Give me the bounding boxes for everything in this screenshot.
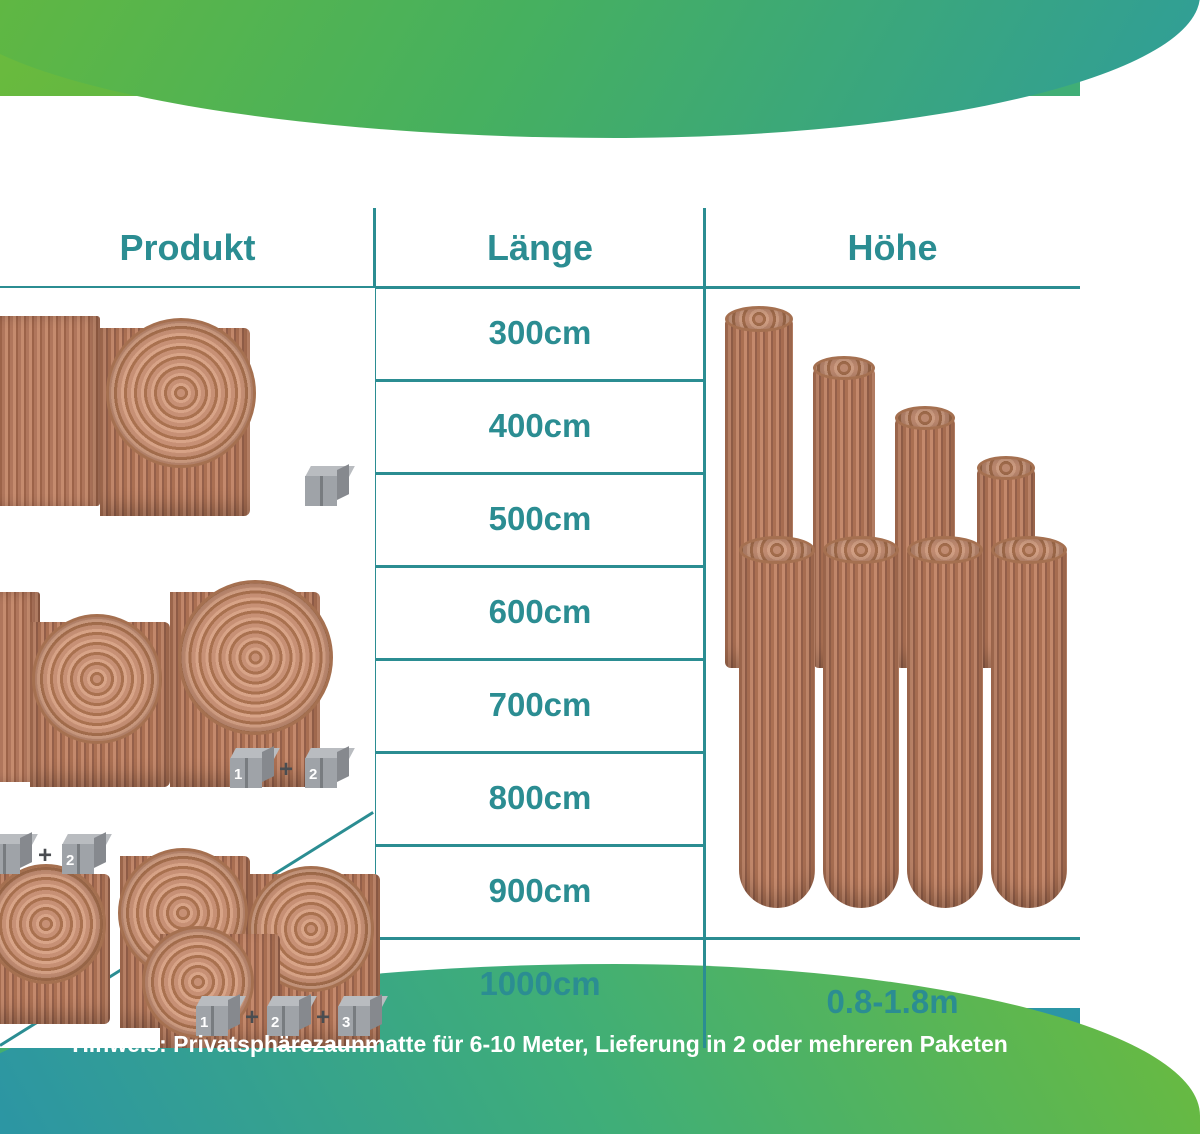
parcel-box-1 [230, 748, 274, 788]
footer [0, 1008, 1080, 1080]
parcel-number: 1 [234, 766, 242, 783]
parcel-box-2 [305, 748, 349, 788]
length-cell-600cm: 600cm [375, 565, 705, 658]
parcel-number: 2 [66, 852, 74, 869]
roll-end-rear-2 [813, 356, 875, 380]
footer-note: Hinweis: Privatsphärezaunmatte für 6-10 Meter, Lieferung in 2 oder mehreren Paketen [54, 1031, 1026, 1058]
column-header-hoehe: Höhe [705, 208, 1080, 288]
height-value-cell: 0.8-1.8m [705, 955, 1080, 1048]
product-image-cell-2 [0, 552, 375, 816]
length-cell-700cm: 700cm [375, 658, 705, 751]
roll-body-front-4 [991, 548, 1067, 908]
roll-end-rear-4 [977, 456, 1035, 480]
roll-body-front-3 [907, 548, 983, 908]
length-cell-900cm: 900cm [375, 844, 705, 937]
parcel-number: 2 [309, 766, 317, 783]
parcel-box-extra-2 [62, 834, 106, 874]
plus-sign: + [316, 1004, 330, 1032]
parcel-box [305, 466, 349, 506]
length-cell-1000cm: 1000cm [375, 937, 705, 1030]
top-curve-decoration [0, 0, 1200, 138]
length-cell-300cm: 300cm [375, 286, 705, 379]
roll-end [106, 318, 256, 468]
roll-end-front-2 [823, 536, 899, 564]
parcel-number: 3 [342, 1014, 350, 1031]
length-cell-800cm: 800cm [375, 751, 705, 844]
column-header-produkt: Produkt [0, 208, 375, 288]
product-image-cell-1 [0, 288, 375, 552]
roll-end-front-3 [907, 536, 983, 564]
plus-sign: + [279, 756, 293, 784]
height-illustration [705, 288, 1080, 937]
mat-panel [0, 316, 100, 506]
roll-end-front-1 [739, 536, 815, 564]
roll-end [178, 580, 333, 735]
plus-sign: + [38, 842, 52, 870]
length-cell-400cm: 400cm [375, 379, 705, 472]
height-value-divider [705, 937, 1080, 940]
roll-end-rear-1 [725, 306, 793, 332]
parcel-number: 1 [200, 1014, 208, 1031]
plus-sign: + [245, 1004, 259, 1032]
content-sheet [0, 96, 1080, 1008]
roll-body-front-2 [823, 548, 899, 908]
parcel-box-extra-1 [0, 834, 32, 874]
roll-end [32, 614, 162, 744]
roll-body-front-1 [739, 548, 815, 908]
length-cell-500cm: 500cm [375, 472, 705, 565]
parcel-number: 2 [271, 1014, 279, 1031]
roll-end-rear-3 [895, 406, 955, 430]
column-header-laenge: Länge [375, 208, 705, 288]
size-options-table [0, 208, 1080, 1048]
roll-end-front-4 [991, 536, 1067, 564]
